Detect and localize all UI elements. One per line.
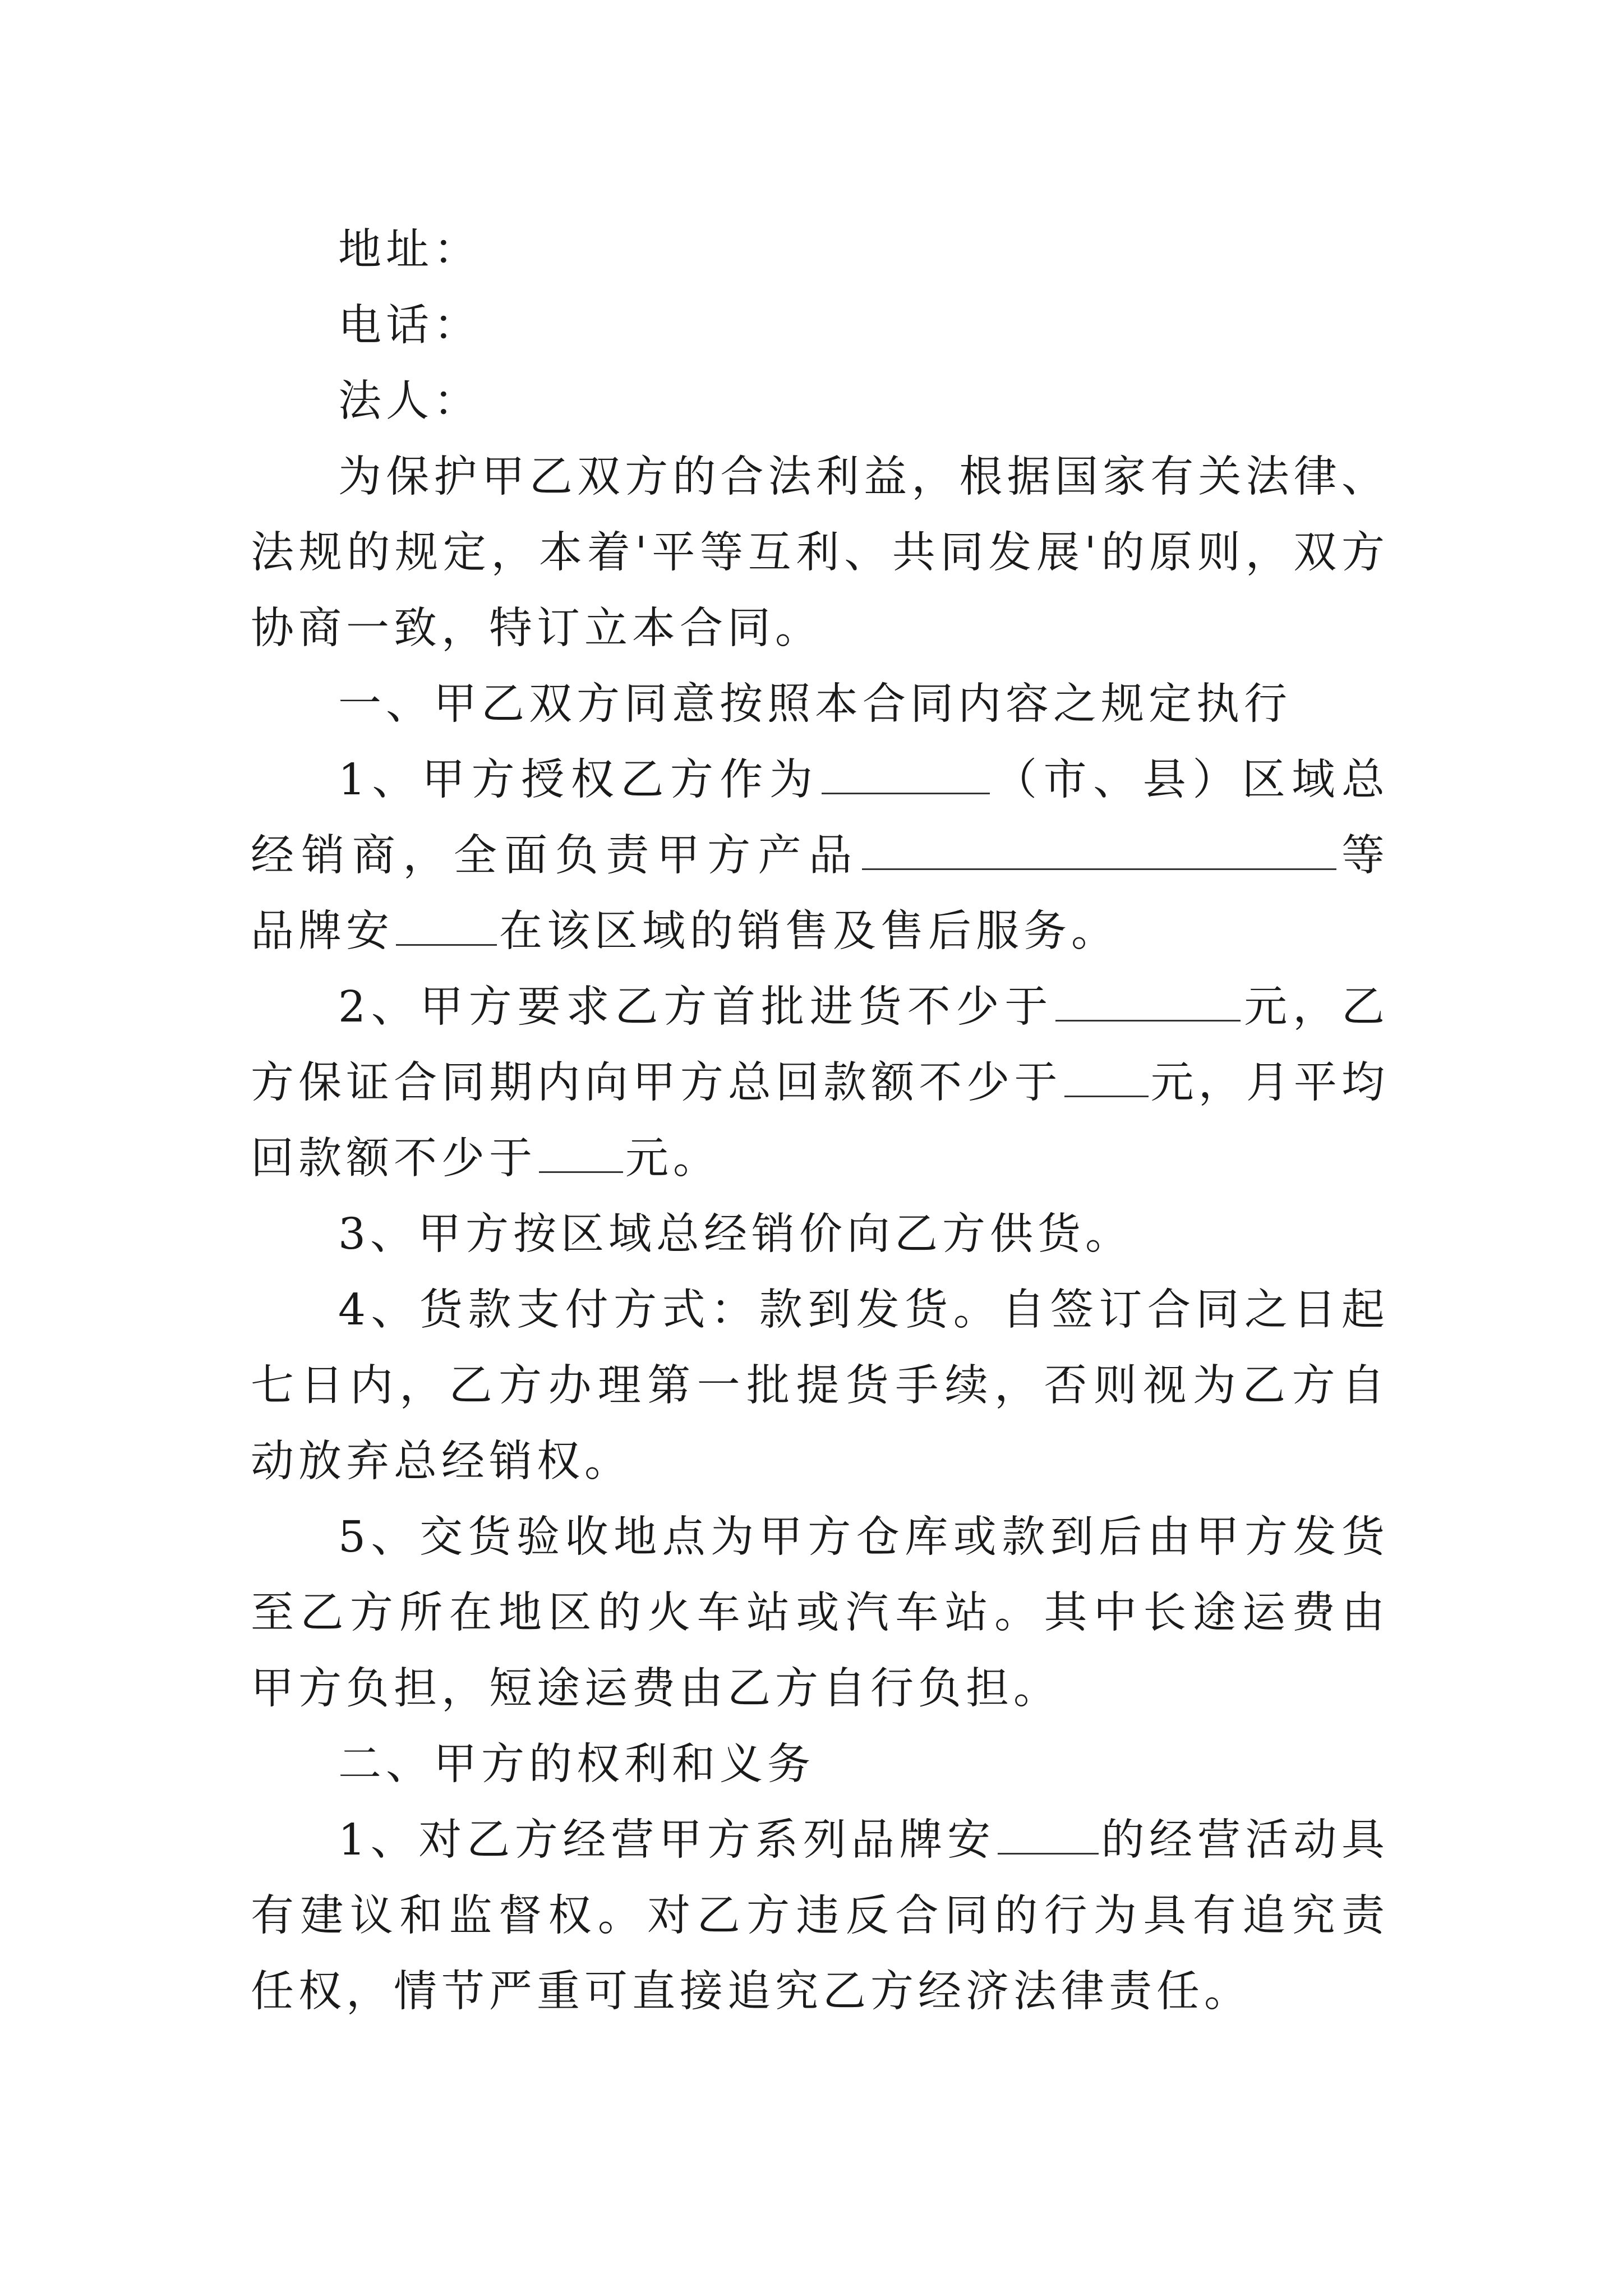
clause-2-1-text-b: 的经营活动具有建议和监督权。对乙方违反合同的行为具有追究责任权，情节严重可直接追究乙方经济法律责任。 [251, 1815, 1389, 2017]
clause-2-1-text-a: 1、对乙方经营甲方系列品牌安 [338, 1815, 995, 1865]
clause-1-1-text-d: 在该区域的销售及售后服务。 [499, 907, 1119, 956]
clause-1-4: 4、货款支付方式：款到发货。自签订合同之日起七日内，乙方办理第一批提货手续，否则视为乙方自动放弃总经销权。 [251, 1285, 1389, 1487]
clause-1-2-text-a: 2、甲方要求乙方首批进货不少于 [338, 982, 1054, 1032]
clause-1-1 [251, 742, 1389, 969]
blank-brand [396, 910, 497, 946]
legal-person-line: 法人： [338, 376, 481, 426]
clause-1-1-text-b: （市、县）区域总经销商，全面负责甲方产品 [251, 755, 1389, 881]
clause-2-1 [251, 1802, 1389, 2030]
phone-line: 电话： [338, 301, 481, 351]
clause-1-2 [251, 969, 1389, 1197]
document-body [251, 212, 1389, 2030]
blank-total-payment [1064, 1062, 1149, 1097]
clause-1-1-text-a: 1、甲方授权乙方作为 [338, 755, 819, 805]
section-2-heading: 二、甲方的权利和义务 [338, 1740, 815, 1789]
clause-1-2-text-c: 元，月平均回款额不少于 [251, 1058, 1390, 1184]
preamble-paragraph: 为保护甲乙双方的合法利益，根据国家有关法律、法规的规定，本着'平等互利、共同发展'的原则，双方协商一致，特订立本合同。 [251, 452, 1389, 654]
blank-brand-2 [998, 1819, 1099, 1855]
clause-1-2-text-d: 元。 [625, 1134, 721, 1184]
blank-region [822, 759, 990, 794]
blank-first-order [1055, 986, 1241, 1022]
clause-1-2-text-b: 元，乙方保证合同期内向甲方总回款额不少于 [251, 982, 1389, 1108]
blank-product [862, 835, 1336, 870]
blank-monthly-payment [539, 1138, 623, 1173]
clause-1-5: 5、交货验收地点为甲方仓库或款到后由甲方发货至乙方所在地区的火车站或汽车站。其中长途运费由甲方负担，短途运费由乙方自行负担。 [251, 1512, 1389, 1714]
address-line: 地址： [338, 225, 481, 275]
section-1-heading: 一、甲乙双方同意按照本合同内容之规定执行 [338, 679, 1292, 729]
clause-1-1-text-c: 等品牌安 [251, 831, 1390, 956]
clause-1-3: 3、甲方按区域总经销价向乙方供货。 [338, 1209, 1133, 1259]
